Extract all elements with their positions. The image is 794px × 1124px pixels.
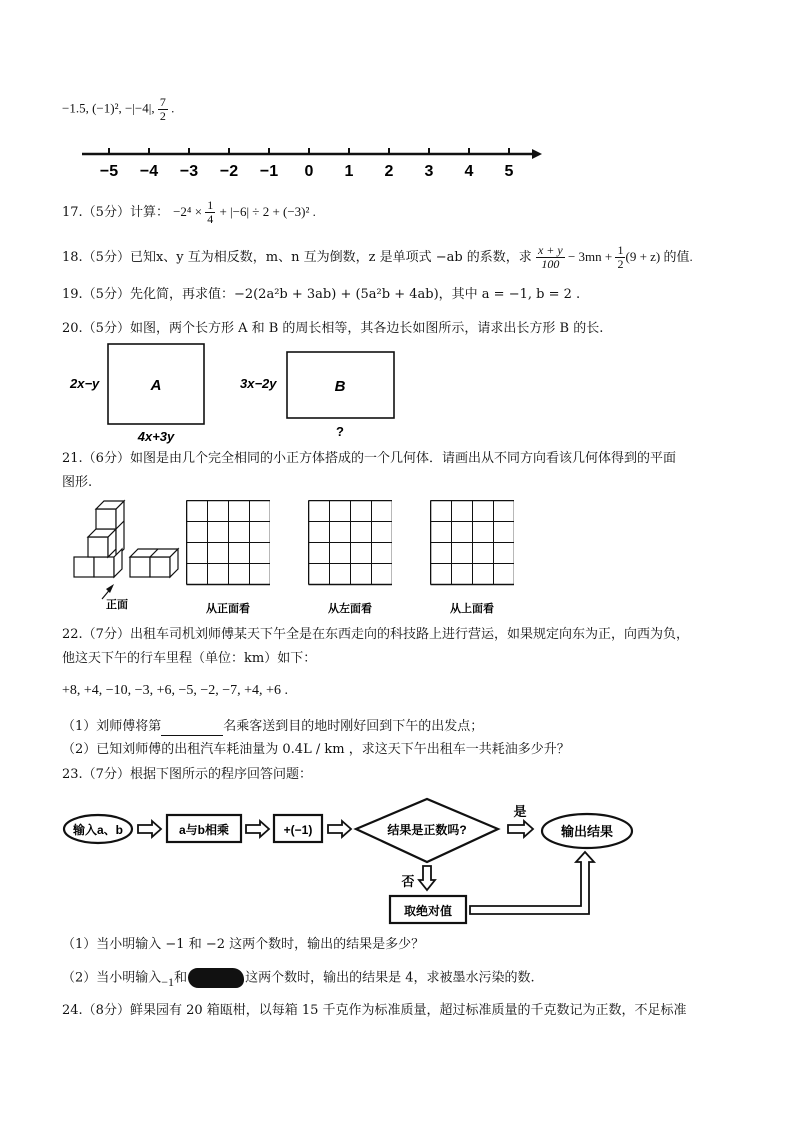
number-line-tick-label: 5 [504,163,514,180]
flow-yes-label: 是 [513,804,527,819]
number-line-tick-label: 1 [344,163,354,180]
number-line-tick-label: 3 [424,163,434,180]
number-line-tick-label: 4 [464,163,474,180]
grid-left-view [308,500,392,618]
ink-blot [188,968,244,988]
program-flowchart [62,796,658,930]
q17-fraction: $\frac{1}{4}$ [207,198,214,226]
number-line-tick-label: −5 [99,163,119,180]
grid-front-view [186,500,270,618]
number-line-tick-label: 0 [304,163,314,180]
q22-line-2: 他这天下午的行车里程（单位：km）如下： [62,651,317,666]
number-line-tick-label: −1 [259,163,279,180]
rectangle-b-bottom: ? [336,424,344,439]
q17-line: 17.（5分）计算： −2⁴ × $\frac{1}{4}$ + |−6| ÷ 2 + (−3)² . [62,198,316,226]
q22-sub2: （2）已知刘师傅的出租汽车耗油量为 0.4L / km ，求这天下午出租车一共耗油多少升？ [62,742,570,757]
q23-sub1: （1）当小明输入 −1 和 −2 这两个数时，输出的结果是多少？ [62,937,425,952]
q22-sub1: （1）刘师傅将第 名乘客送到目的地时刚好回到下午的出发点； [62,719,484,734]
q16-values: −1.5, (−1)², −|−4|, [62,100,158,116]
q18-fraction-1: $\frac{x + y}{100}$ [537,243,563,271]
number-line-tick-label: −2 [219,163,239,180]
flow-decision-text: 结果是正数吗? [387,823,467,837]
q22-data: +8, +4, −10, −3, +6, −5, −2, −7, +4, +6 . [62,683,288,698]
flow-multiply-text: a与b相乘 [178,823,230,837]
q18-line: 18.（5分）已知x、y 互为相反数，m、n 互为倒数，z 是单项式 −ab 的系数，求 $\frac{x + y}{100}$ − 3mn + $\frac{1}{2}$ (9 + z) 的值. [62,243,693,271]
rectangle-a-side: 2x−y [70,376,100,391]
number-line-tick-label: −3 [179,163,199,180]
grid-front-label: 从正面看 [206,603,250,615]
rectangle-b-side: 3x−2y [240,376,277,391]
q23-line: 23.（7分）根据下图所示的程序回答问题： [62,767,312,782]
front-label: 正面 [106,599,128,611]
flow-input-text: 输入a、b [72,823,124,837]
number-line-tick-label: −4 [139,163,159,180]
cube-solid-figure [66,495,186,613]
q16-fraction: $\frac{7}{2}$ [159,95,166,123]
q16-values-line: −1.5, (−1)², −|−4|, $\frac{7}{2}$ . [62,95,175,123]
grid-top-view [430,500,514,618]
q18-label: 18.（5分）已知 [62,250,156,265]
q24-line: 24.（8分）鲜果园有 20 箱瓯柑，以每箱 15 千克作为标准质量，超过标准质量的千克数记为正数，不足标准 [62,1003,687,1018]
q19-line: 19.（5分）先化简，再求值：−2(2a²b + 3ab) + (5a²b + 4ab)，其中 a = −1, b = 2 . [62,287,581,302]
flow-add-text: +(−1) [283,823,313,837]
number-line-tick-label: 2 [384,163,394,180]
rectangle-b-label: B [334,378,346,395]
grid-top-label: 从上面看 [450,603,494,615]
grid-left-label: 从左面看 [328,603,372,615]
rectangle-a-label: A [150,377,162,394]
number-line [80,142,550,182]
q22-line-1: 22.（7分）出租车司机刘师傅某天下午全是在东西走向的科技路上进行营运，如果规定向东为正，向西为负， [62,627,689,642]
q21-line-1: 21.（6分）如图是由几个完全相同的小正方体搭成的一个几何体．请画出从不同方向看该几何体得到的平面 [62,451,676,466]
q21-line-2: 图形. [62,475,93,490]
flow-abs-text: 取绝对值 [403,904,453,918]
q18-fraction-2: $\frac{1}{2}$ [617,243,624,271]
rectangle-a-bottom: 4x+3y [137,429,175,444]
q23-sub2: （2）当小明输入−1和 这两个数时，输出的结果是 4，求被墨水污染的数. [62,968,535,988]
flow-no-label: 否 [401,874,415,889]
answer-blank[interactable] [161,722,223,736]
flow-output-text: 输出结果 [560,824,614,839]
q20-line: 20.（5分）如图，两个长方形 A 和 B 的周长相等，其各边长如图所示，请求出长方形 B 的长. [62,321,604,336]
q17-label: 17.（5分）计算： [62,205,169,220]
q20-rectangles-figure [62,340,422,448]
